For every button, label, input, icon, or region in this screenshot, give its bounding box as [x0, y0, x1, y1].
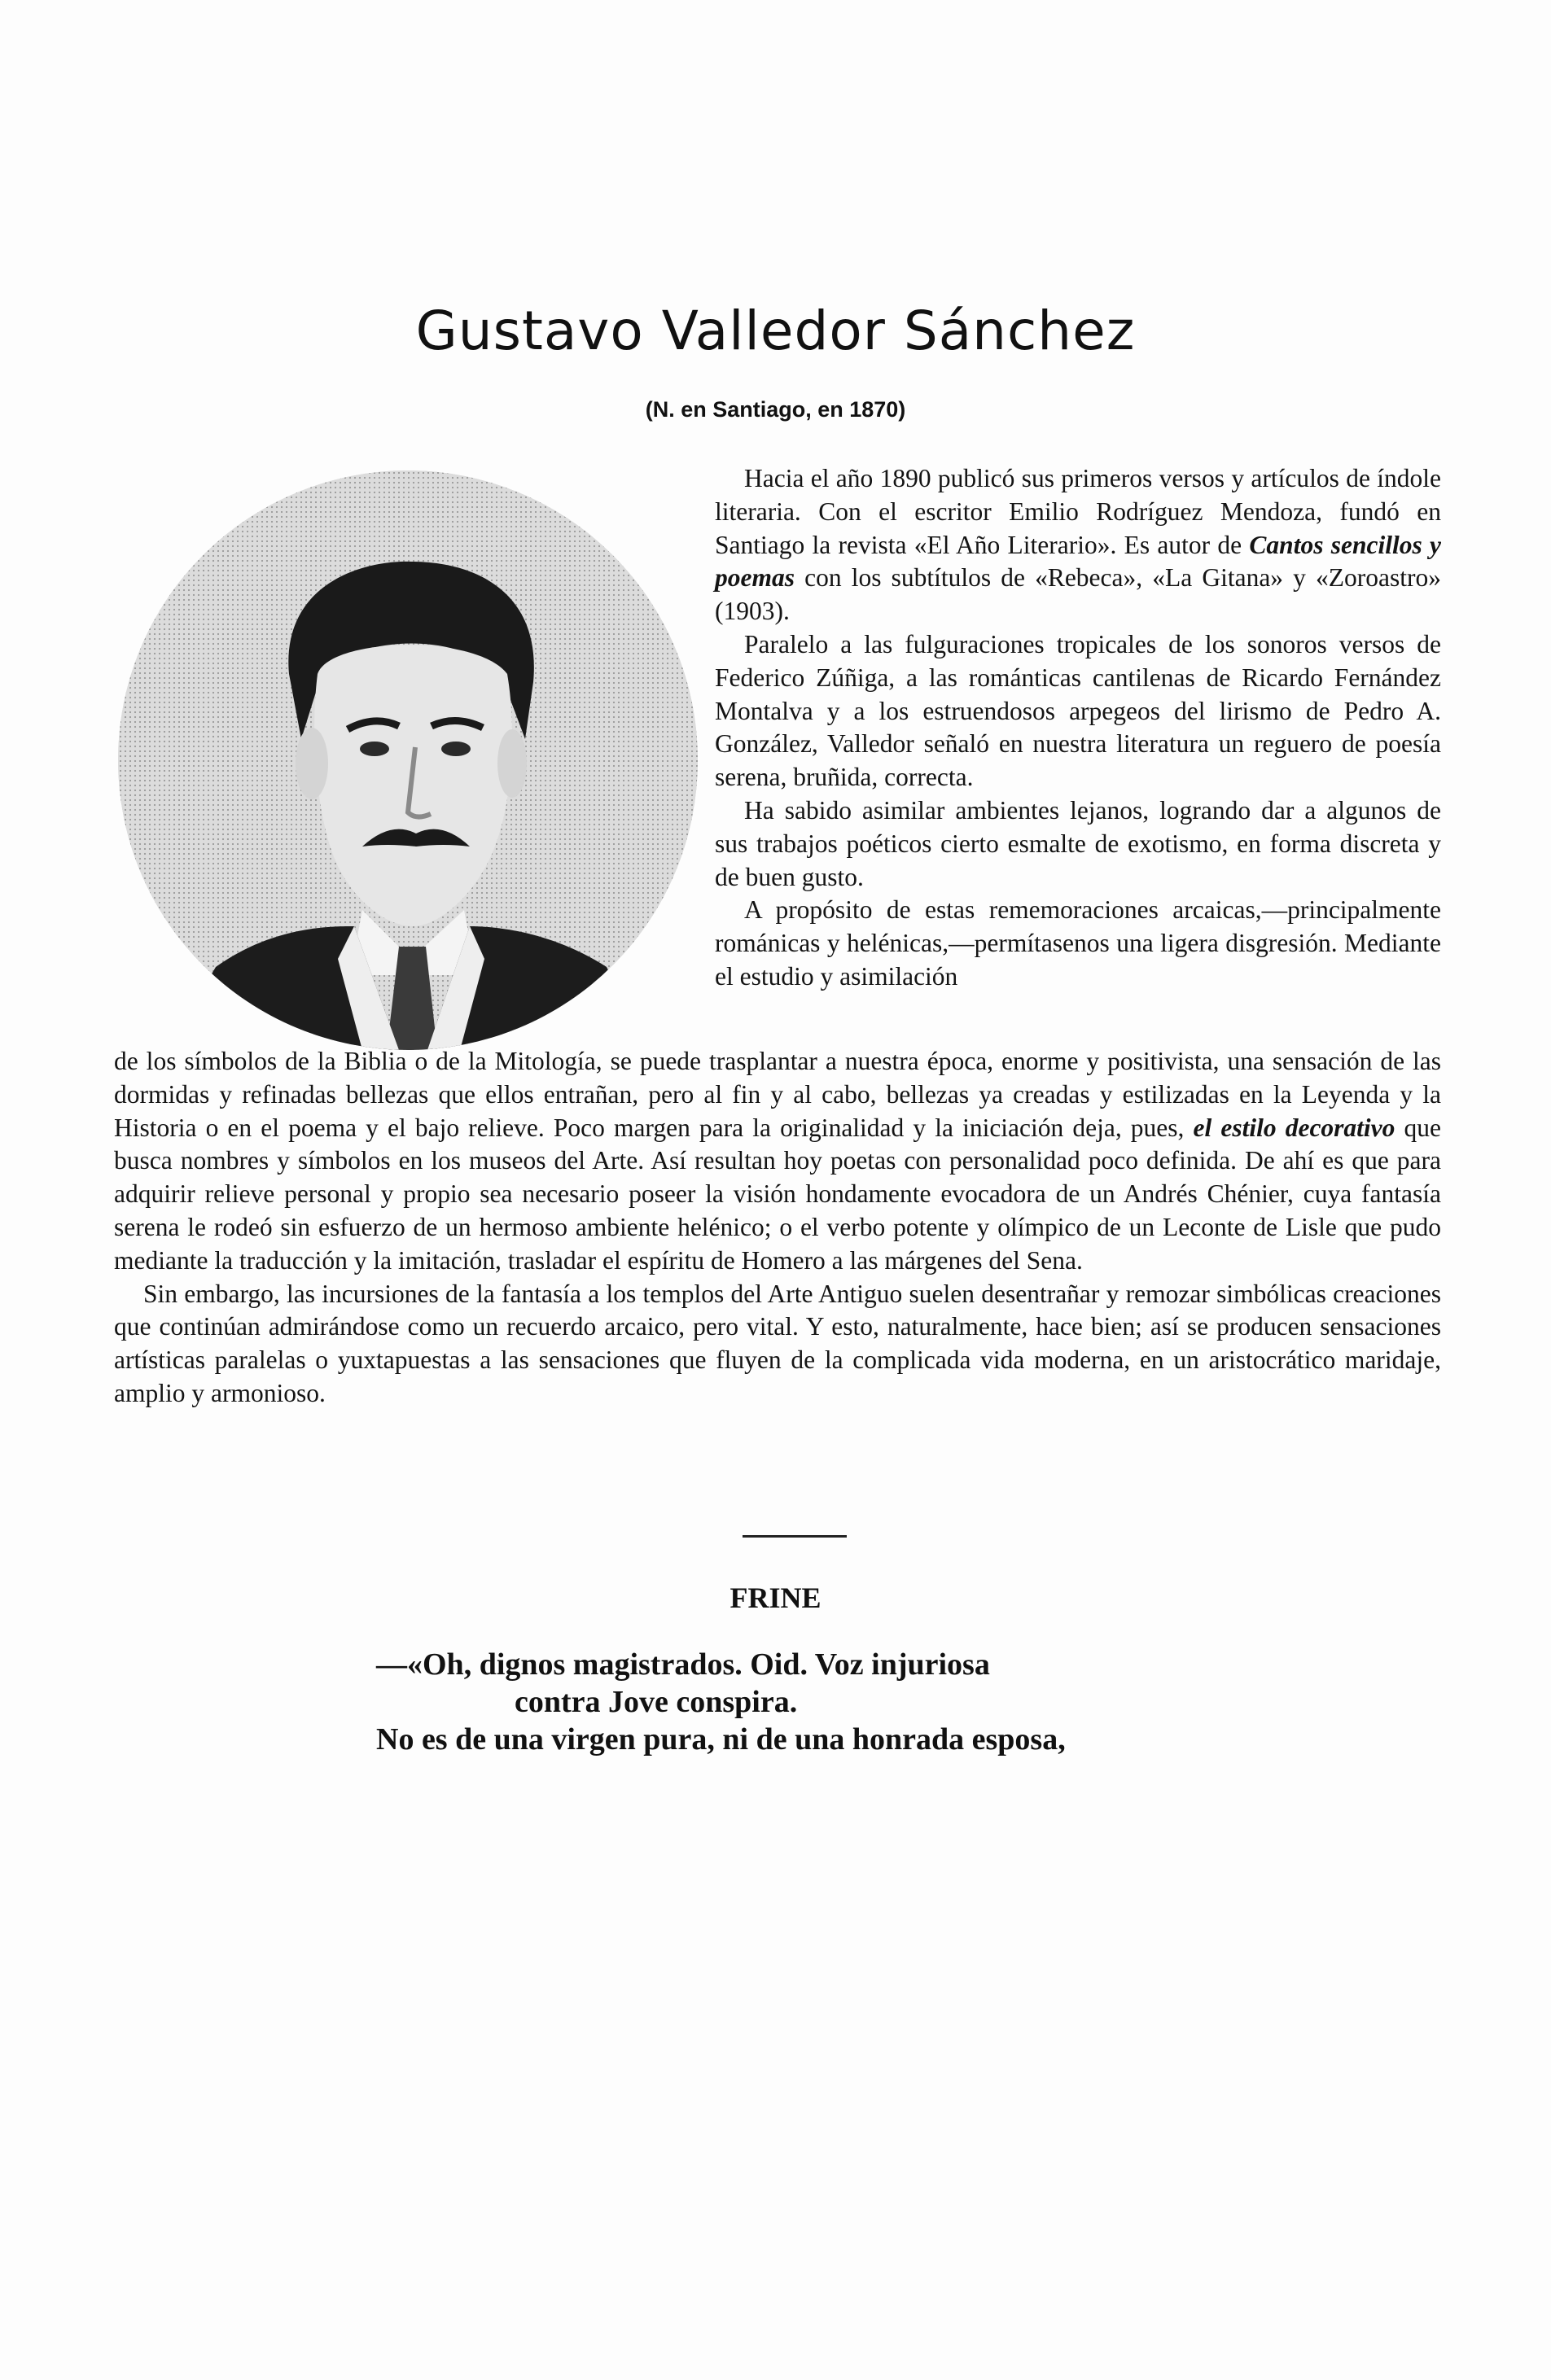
- decorative-style-term: el estilo decorativo: [1193, 1113, 1395, 1142]
- paragraph-comparison: Paralelo a las fulguraciones tropicales de los sonoros versos de Federico Zúñiga, a las románticas cantilenas de Ricardo Fernández Montalva y a los estruendosos arpegeos del lirismo de Pedro A. González, Valledor señaló en nuestra literatura un reguero de poesía serena, bruñida, correcta.: [715, 629, 1441, 792]
- portrait-illustration: [118, 470, 698, 1050]
- poem-line: contra Jove conspira.: [515, 1685, 798, 1719]
- poem-verse: [376, 1646, 1272, 1758]
- poem-line: No es de una virgen pura, ni de una honrada esposa,: [376, 1722, 1066, 1757]
- section-divider: [743, 1535, 847, 1538]
- biography-right-column: [715, 462, 1441, 994]
- paragraph-conclusion: Sin embargo, las incursiones de la fantasía a los templos del Arte Antiguo suelen desentrañar y remozar simbólicas creaciones que continúan admirándose como un recuerdo arcaico, pero vital. Y esto, naturalmente, hace bien; así se producen sensaciones artísticas paralelas o yuxtapuestas a las sensaciones que fluyen de la complicada vida moderna, en un aristocrático maridaje, amplio y armonioso.: [114, 1279, 1441, 1407]
- birth-note: (N. en Santiago, en 1870): [645, 397, 906, 422]
- poem-title: FRINE: [729, 1582, 822, 1614]
- paragraph-exoticism: Ha sabido asimilar ambientes lejanos, logrando dar a algunos de sus trabajos poéticos cierto esmalte de exotismo, en forma discreta y de buen gusto.: [715, 795, 1441, 891]
- paragraph-publications: Hacia el año 1890 publicó sus primeros versos y artículos de índole literaria. Con el escritor Emilio Rodríguez Mendoza, fundó en Santiago la revista «El Año Literario». Es autor de Cantos sencillos y poemas con los subtítulos de «Rebeca», «La Gitana» y «Zoroastro» (1903).: [715, 464, 1441, 626]
- book-title: Cantos sencillos y poemas: [715, 530, 1441, 593]
- paragraph-digression-continued: de los símbolos de la Biblia o de la Mitología, se puede trasplantar a nuestra época, enorme y positivista, una sensación de las dormidas y refinadas bellezas que ellos entrañan, pero al fin y al cabo, bellezas ya creadas y estilizadas en la Leyenda y la Historia o en el poema y el bajo relieve. Poco margen para la originalidad y la iniciación deja, pues, el estilo decorativo que busca nombres y símbolos en los museos del Arte. Así resultan hoy poetas con personalidad poco definida. De ahí es que para adquirir relieve personal y propio sea necesario poseer la visión hondamente evocadora de un Andrés Chénier, cuya fantasía serena le rodeó sin esfuerzo de un hermoso ambiente helénico; o el verbo potente y olímpico de un Leconte de Lisle que pudo mediante la traducción y la imitación, trasladar el espíritu de Homero a las márgenes del Sena.: [114, 1047, 1442, 1275]
- biography-full-width: [114, 1045, 1441, 1411]
- portrait-photo-icon: [118, 470, 698, 1050]
- page-title: Gustavo Valledor Sánchez: [415, 300, 1136, 362]
- paragraph-digression-start: A propósito de estas rememoraciones arcaicas,—principalmente románicas y helénicas,—permítasenos una ligera disgresión. Mediante el estudio y asimilación: [715, 895, 1441, 991]
- poem-line: —«Oh, dignos magistrados. Oid. Voz injuriosa: [376, 1647, 990, 1682]
